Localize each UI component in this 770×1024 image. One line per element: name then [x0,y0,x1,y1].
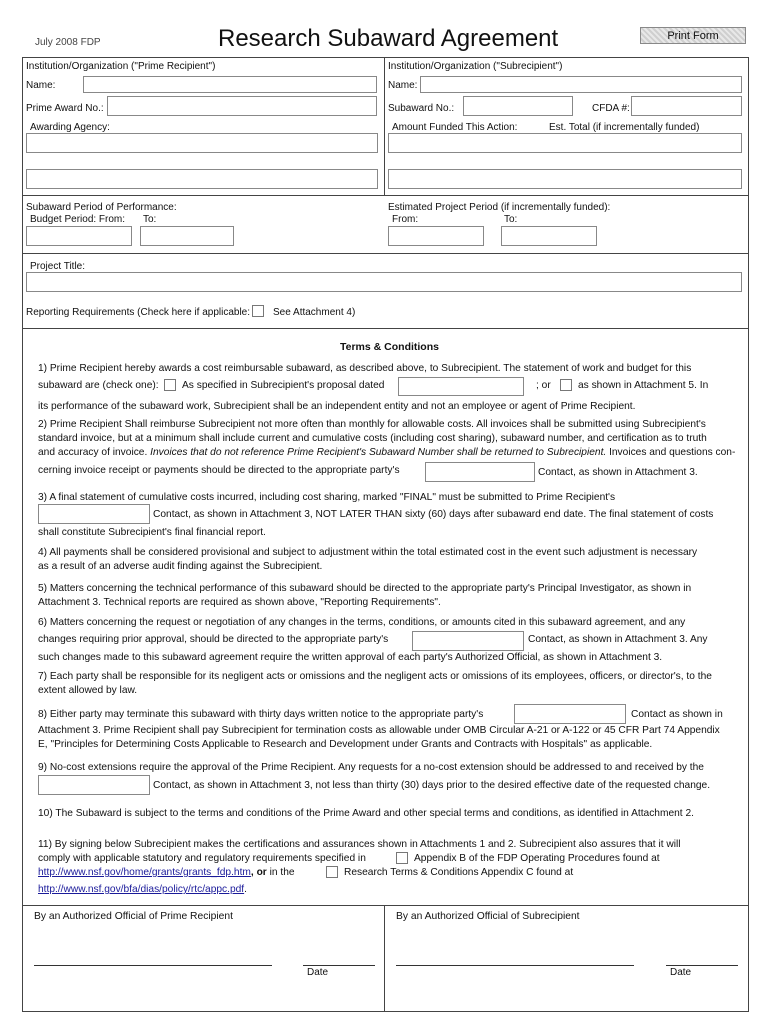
term-5-line-2: Attachment 3. Technical reports are required as shown above, "Reporting Requirements". [38,597,441,608]
term-2-line-2: standard invoice, but at a minimum shall include current and cumulative costs (including cost sharing), subaward number, and certification as to truth [38,433,707,444]
sub-signature-label: By an Authorized Official of Subrecipient [396,911,580,922]
proposal-dated-checkbox[interactable] [164,379,176,391]
subaward-no-input[interactable] [463,96,573,116]
term-11-line-4: http://www.nsf.gov/bfa/dias/policy/rtc/appc.pdf. [38,884,247,895]
estimated-period-label: Estimated Project Period (if incrementally funded): [388,202,611,213]
extension-contact-input[interactable] [38,775,150,795]
term-1-proposal-text: As specified in Subrecipient's proposal dated [182,380,385,391]
appendix-c-checkbox[interactable] [326,866,338,878]
term-9-line-1: 9) No-cost extensions require the approval of the Prime Recipient. Any requests for a no-cost extension should be addressed to and received by the [38,762,704,773]
prime-date-line[interactable] [303,965,375,966]
final-statement-contact-input[interactable] [38,504,150,524]
page-title: Research Subaward Agreement [218,25,559,52]
term-6-line-2: changes requiring prior approval, should be directed to the appropriate party's [38,634,389,645]
prime-award-no-label: Prime Award No.: [26,103,104,114]
amount-funded-input[interactable] [388,133,742,153]
est-to-label: To: [504,214,518,225]
term-7-line-1: 7) Each party shall be responsible for its negligent acts or omissions and the negligent acts or omissions of its employees, officers, or director's, to the [38,671,712,682]
sub-signature-line[interactable] [396,965,634,966]
budget-to-input[interactable] [140,226,234,246]
term-2-line-1: 2) Prime Recipient Shall reimburse Subrecipient not more often than monthly for allowable costs. All invoices shall be submitted using Subrecipient's [38,419,706,430]
amount-funded-label: Amount Funded This Action: [392,122,518,133]
term-3-line-1: 3) A final statement of cumulative costs incurred, including cost sharing, marked "FINAL" must be submitted to Prime Recipient's [38,492,616,503]
term-3-line-3: shall constitute Subrecipient's final financial report. [38,527,266,538]
rtc-link[interactable]: http://www.nsf.gov/bfa/dias/policy/rtc/appc.pdf [38,884,245,895]
invoice-contact-input[interactable] [425,462,535,482]
term-8-line-3: E, "Principles for Determining Costs Applicable to Research and Development under Grants and Contracts with Hospitals" as applicable. [38,739,653,750]
term-6-line-3: such changes made to this subaward agreement require the written approval of each party's Authorized Official, as shown in Attachment 3. [38,652,663,663]
est-to-input[interactable] [501,226,597,246]
cfda-input[interactable] [631,96,742,116]
sub-date-line[interactable] [666,965,738,966]
term-10: 10) The Subaward is subject to the terms and conditions of the Prime Award and other special terms and conditions, as identified in Attachment 2. [38,808,694,819]
attachment-5-checkbox[interactable] [560,379,572,391]
reporting-see-attachment: See Attachment 4) [273,307,356,318]
term-2-line-3: and accuracy of invoice. Invoices that do not reference Prime Recipient's Subaward Number shall be returned to Subrecipient. Invoices and questions con- [38,447,736,458]
prime-recipient-heading: Institution/Organization ("Prime Recipient") [26,61,216,72]
appendix-b-checkbox[interactable] [396,852,408,864]
term-5-line-1: 5) Matters concerning the technical performance of this subaward should be directed to the appropriate party's Principal Investigator, as shown in [38,583,692,594]
term-3-line-2: Contact, as shown in Attachment 3, NOT LATER THAN sixty (60) days after subaward end date. The final statement of costs [153,509,714,520]
reporting-requirements-label: Reporting Requirements (Check here if applicable: [26,307,251,318]
est-total-input[interactable] [388,169,742,189]
prime-name-label: Name: [26,80,56,91]
sub-date-label: Date [670,967,692,978]
project-title-label: Project Title: [30,261,86,272]
term-8-line-1: 8) Either party may terminate this subaward with thirty days written notice to the appropriate party's [38,709,484,720]
subrecipient-heading: Institution/Organization ("Subrecipient") [388,61,563,72]
form-version: July 2008 FDP [35,37,101,48]
term-8-line-2: Attachment 3. Prime Recipient shall pay Subrecipient for termination costs as allowable under OMB Circular A-21 or A-122 or 45 CFR Part 74 Appendix [38,725,720,736]
term-1-or: ; or [536,380,551,391]
term-9-line-2: Contact, as shown in Attachment 3, not less than thirty (30) days prior to the desired effective date of the requested change. [153,780,711,791]
budget-period-to-label: To: [143,214,157,225]
budget-from-input[interactable] [26,226,132,246]
period-performance-label: Subaward Period of Performance: [26,202,177,213]
sub-name-label: Name: [388,80,418,91]
prime-signature-line[interactable] [34,965,272,966]
term-1-line-1: 1) Prime Recipient hereby awards a cost reimbursable subaward, as described above, to Subrecipient. The statement of work and budget for this [38,363,692,374]
awarding-agency-label: Awarding Agency: [30,122,110,133]
awarding-agency-input[interactable] [26,133,378,153]
cfda-label: CFDA #: [592,103,630,114]
prime-name-input[interactable] [83,76,377,93]
term-1-line-2: subaward are (check one): [38,380,159,391]
term-7-line-2: extent allowed by law. [38,685,138,696]
reporting-checkbox[interactable] [252,305,264,317]
term-6-contact-text: Contact, as shown in Attachment 3. Any [528,634,708,645]
est-from-label: From: [392,214,419,225]
term-6-line-1: 6) Matters concerning the request or negotiation of any changes in the terms, conditions, or amounts cited in this subaward agreement, and any [38,617,686,628]
term-2-line-4: cerning invoice receipt or payments should be directed to the appropriate party's [38,465,400,476]
prime-address-input[interactable] [26,169,378,189]
sub-name-input[interactable] [420,76,742,93]
proposal-date-input[interactable] [398,377,524,396]
budget-period-from-label: Budget Period: From: [30,214,126,225]
term-1-line-3: its performance of the subaward work, Subrecipient shall be an independent entity and not an employee or agent of Prime Recipient. [38,401,636,412]
term-11-appendix-c: Research Terms & Conditions Appendix C found at [344,867,574,878]
print-form-button[interactable]: Print Form [640,27,746,44]
term-11-appendix-b: Appendix B of the FDP Operating Procedures found at [414,853,660,864]
term-4-line-2: as a result of an adverse audit finding against the Subrecipient. [38,561,323,572]
term-11-line-2: comply with applicable statutory and regulatory requirements specified in [38,853,366,864]
term-1-attachment-5: as shown in Attachment 5. In [578,380,709,391]
term-4-line-1: 4) All payments shall be considered provisional and subject to adjustment within the total estimated cost in the event such adjustment is necessary [38,547,698,558]
termination-contact-input[interactable] [514,704,626,724]
prime-date-label: Date [307,967,329,978]
subaward-no-label: Subaward No.: [388,103,455,114]
term-11-line-1: 11) By signing below Subrecipient makes the certifications and assurances shown in Attachments 1 and 2. Subrecipient also assures that it will [38,839,681,850]
project-title-input[interactable] [26,272,742,292]
prime-award-no-input[interactable] [107,96,377,116]
terms-heading: Terms & Conditions [340,341,439,353]
est-total-label: Est. Total (if incrementally funded) [549,122,700,133]
term-8-contact-text: Contact as shown in [631,709,723,720]
prime-signature-label: By an Authorized Official of Prime Recipient [34,911,233,922]
est-from-input[interactable] [388,226,484,246]
term-2-contact-text: Contact, as shown in Attachment 3. [538,467,698,478]
changes-contact-input[interactable] [412,631,524,651]
fdp-link[interactable]: http://www.nsf.gov/home/grants/grants_fdp.htm [38,867,251,878]
term-11-line-3: http://www.nsf.gov/home/grants/grants_fdp.htm, or in the [38,867,295,878]
